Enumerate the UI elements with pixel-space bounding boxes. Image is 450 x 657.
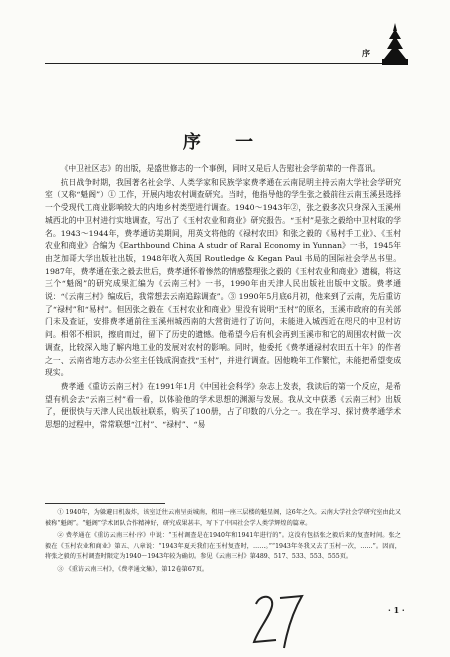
body-text	[45, 163, 401, 433]
footnote: ③ 《重访云南三村》，《费孝通文集》，第12卷第67页。	[57, 565, 209, 573]
footnotes	[45, 508, 401, 577]
footnote: ① 1940年，为躲避日机轰炸，该室迁往云南呈贡城南，租用一座三层楼的魁星阁，这6年之久。云南大学社会学研究室由此又被称“魁阁”。“魁阁”学术团队合作精神好，研究成果甚丰，写下了中国社会学人类学辉煌的篇章。	[45, 509, 401, 527]
footnote-divider	[45, 503, 165, 504]
paragraph: 费孝通《重访云南三村》在1991年1月《中国社会科学》杂志上发表，我读后的第一个反应，是希望有机会去“云南三村”看一看，以体验他的学术思想的渊源与发展。我从文中获悉《云南三村》出版了，便很快与天津人民出版社联系，购买了100册，占了印数的八分之一。我在学习、探讨费孝通学术思想的过程中，常常联想“江村”、“禄村”、“易	[45, 381, 401, 430]
running-head-label: 序	[362, 48, 370, 58]
handwritten-mark	[250, 590, 306, 652]
running-head	[45, 43, 400, 64]
footnote: ② 费孝通在《重访云南三村·序》中说：“玉村调查是在1940年和1941年进行的”。这没有包括张之毅后来的复查时间。张之毅在《玉村农业和商业》第五、八章说：“1943年夏天我们在玉村复查时，……。”“1943年冬我又去了玉村一次，……”。因而，将张之毅的玉村调查时限定为1940～1943年较为确切。参见《云南三村》第489、517、533、553、555页。	[45, 532, 401, 560]
paragraph: 《中卫社区志》的出版，是盛世修志的一个事例，同时又是后人告慰社会学前辈的一件喜讯。	[60, 164, 381, 173]
page-number: · 1 ·	[388, 605, 405, 615]
paragraph: 抗日战争时期，我国著名社会学、人类学家和民族学家费孝通在云南昆明主持云南大学社会学研究室（又称“魁阁”）① 工作，开展内地农村调查研究。当时，他指导他的学生张之毅前往云南玉溪县选择一个受现代工商业影响较大的内地乡村类型进行调查。1940～1943年②，张之毅多次只身深入玉溪州城西北的中卫村进行实地调查，写出了《玉村农业和商业》研究报告。“玉村”是张之毅给中卫村取的学名。1943～1944年，费孝通访美期间，用英文将他的《禄村农田》和张之毅的《易村手工业》、《玉村农业和商业》合编为《Earthbound China A studr of Raral Economy in Yunnan》一书，1945年由芝加哥大学出版社出版，1948年收入英国 Routledge & Kegan Paul 书局的国际社会学丛书里。1987年，费孝通在张之毅去世后，费孝通怀着惨然的情感整理张之毅的《玉村农业和商业》遗稿，将这三个“魁阁”的研究成果汇编为《云南三村》一书，1990年由天津人民出版社出版中文版。费孝通说：“《云南三村》编成后，我常想去云南追踪调查”。③ 1990年5月底6月初，他来到了云南，先后重访了“禄村”和“易村”。但因张之毅在《玉村农业和商业》里没有说明“玉村”的原名，玉溪市政府的有关部门未及查证，安排费孝通前往玉溪州城西南的大营街进行了访问，未能进入城西近在咫尺的中卫村访问。相邻不相识，擦肩而过，留下了历史的遗憾。他希望今后有机会再到玉溪市和它的周围农村做一次调查，比较深入地了解内地工业的发展对农村的影响。同时，他委托《费孝通禄村农田五十年》的作者之一、云南省地方志办公室主任钱成润查找“玉村”，并进行调查。因他晚年工作繁忙，未能把希望变成现实。	[45, 177, 401, 378]
page-title: 序 一	[182, 132, 268, 153]
pagoda-icon	[381, 23, 409, 65]
